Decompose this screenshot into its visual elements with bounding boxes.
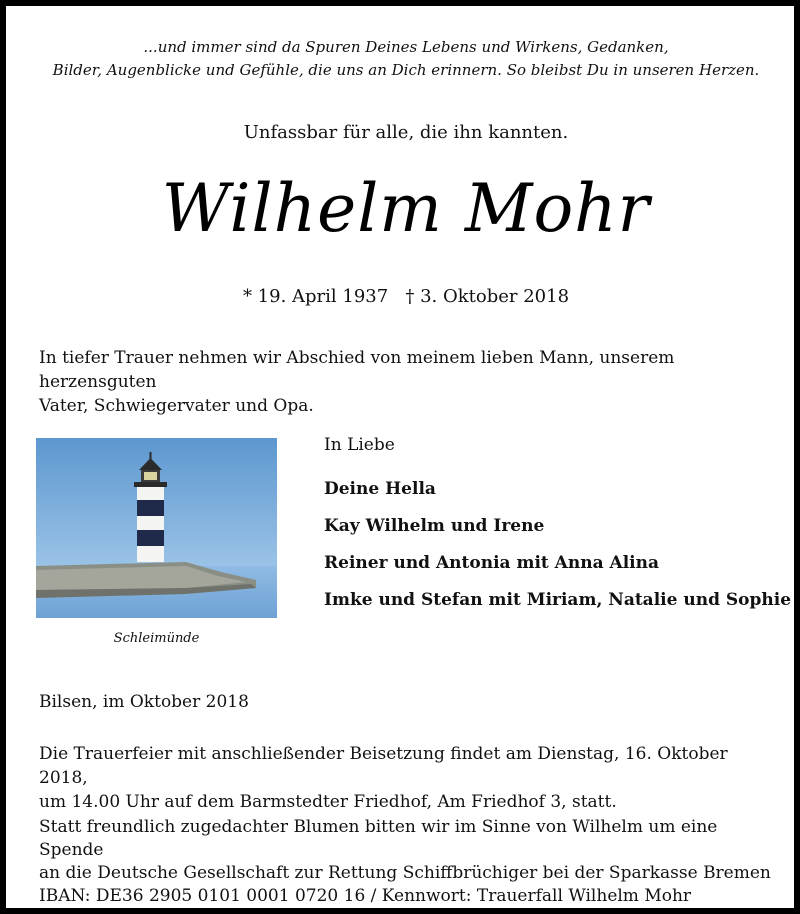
donation-line-3: IBAN: DE36 2905 0101 0001 0720 16 / Kennwort: Trauerfall Wilhelm Mohr [39,886,692,906]
intro-line: Unfassbar für alle, die ihn kannten. [243,122,569,143]
signer-item: Kay Wilhelm und Irene [324,516,545,536]
signer-item: Deine Hella [324,479,436,499]
deceased-name: Wilhelm Mohr [161,170,651,247]
lighthouse-photo [36,438,277,618]
mourning-line-2: Vater, Schwiegervater und Opa. [39,396,314,416]
place-date: Bilsen, im Oktober 2018 [39,692,249,712]
ceremony-line-1: Die Trauerfeier mit anschließender Beisetzung findet am Dienstag, 16. Oktober 2018, [39,744,728,788]
life-dates: * 19. April 1937 † 3. Oktober 2018 [242,286,570,307]
donation-line-2: an die Deutsche Gesellschaft zur Rettung Schiffbrüchiger bei der Sparkasse Bremen [39,863,771,883]
donation-line-1: Statt freundlich zugedachter Blumen bitten wir im Sinne von Wilhelm um eine Spende [39,817,718,860]
ceremony-line-2: um 14.00 Uhr auf dem Barmstedter Friedhof, Am Friedhof 3, statt. [39,792,617,812]
donation-text [39,816,779,908]
motto-line-2: Bilder, Augenblicke und Gefühle, die uns an Dich erinnern. So bleibst Du in unseren Herzen. [52,61,760,79]
mourning-line-1: In tiefer Trauer nehmen wir Abschied von meinem lieben Mann, unserem herzensguten [39,348,675,392]
photo-caption: Schleimünde [113,631,200,646]
mourning-text [39,346,779,418]
signer-item: Imke und Stefan mit Miriam, Natalie und Sophie [324,590,792,610]
signer-item: Reiner und Antonia mit Anna Alina [324,553,660,573]
ceremony-text [39,742,779,814]
signers-list [324,476,791,624]
motto-quote [26,36,786,82]
motto-line-1: ...und immer sind da Spuren Deines Lebens und Wirkens, Gedanken, [143,38,669,56]
closing-phrase: In Liebe [324,435,395,455]
